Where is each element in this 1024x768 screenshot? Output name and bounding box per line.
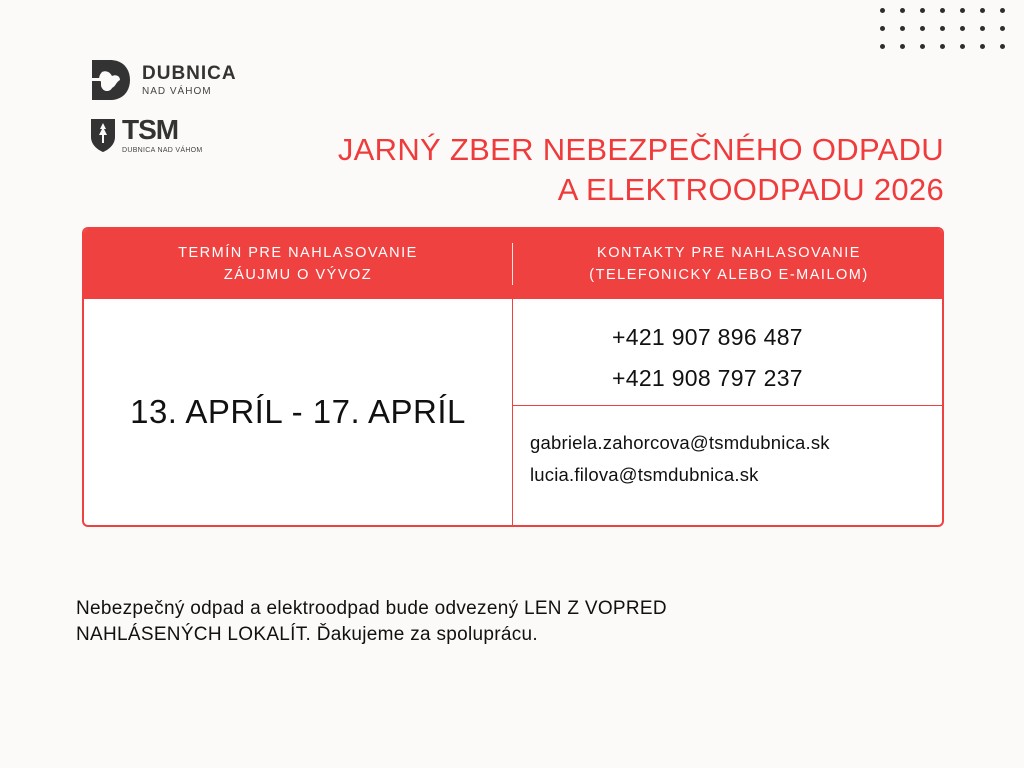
phone-number[interactable]: +421 908 797 237 bbox=[612, 365, 803, 391]
header-right-line-2: (TELEFONICKY ALEBO E-MAILOM) bbox=[589, 267, 869, 283]
tsm-name: TSM bbox=[122, 114, 179, 145]
header-left-line-1: TERMÍN PRE NAHLASOVANIE bbox=[178, 245, 418, 261]
tsm-crest-icon bbox=[90, 117, 116, 153]
city-sub: NAD VÁHOM bbox=[142, 85, 212, 97]
email-address[interactable]: lucia.filova@tsmdubnica.sk bbox=[530, 464, 759, 485]
city-name: DUBNICA bbox=[142, 62, 237, 84]
phone-list bbox=[612, 317, 803, 399]
header-registration-period bbox=[84, 229, 512, 299]
column-divider bbox=[512, 299, 513, 527]
header-right-line-1: KONTAKTY PRE NAHLASOVANIE bbox=[597, 245, 861, 261]
email-list bbox=[530, 427, 830, 491]
tsm-sub: DUBNICA NAD VÁHOM bbox=[122, 147, 203, 154]
dubnica-logo bbox=[88, 58, 237, 102]
footer-line-2: NAHLÁSENÝCH LOKALÍT. Ďakujeme za spoluprácu. bbox=[76, 624, 539, 645]
header-left-line-2: ZÁUJMU O VÝVOZ bbox=[223, 267, 373, 283]
email-address[interactable]: gabriela.zahorcova@tsmdubnica.sk bbox=[530, 432, 830, 453]
table-header bbox=[84, 229, 942, 299]
tsm-logo bbox=[90, 116, 203, 154]
page-title bbox=[338, 130, 944, 210]
footer-note bbox=[76, 596, 956, 648]
phone-number[interactable]: +421 907 896 487 bbox=[612, 324, 803, 350]
decorative-dots bbox=[880, 8, 1020, 63]
header-divider bbox=[512, 243, 513, 285]
footer-line-1: Nebezpečný odpad a elektroodpad bude odvezený LEN Z VOPRED bbox=[76, 598, 667, 619]
title-line-2: A ELEKTROODPADU 2026 bbox=[557, 172, 944, 207]
date-range: 13. APRÍL - 17. APRÍL bbox=[130, 393, 466, 430]
row-divider bbox=[513, 405, 944, 406]
header-contacts bbox=[514, 229, 944, 299]
title-line-1: JARNÝ ZBER NEBEZPEČNÉHO ODPADU bbox=[337, 132, 944, 167]
dubnica-logo-icon bbox=[88, 58, 132, 102]
info-table bbox=[82, 227, 944, 527]
